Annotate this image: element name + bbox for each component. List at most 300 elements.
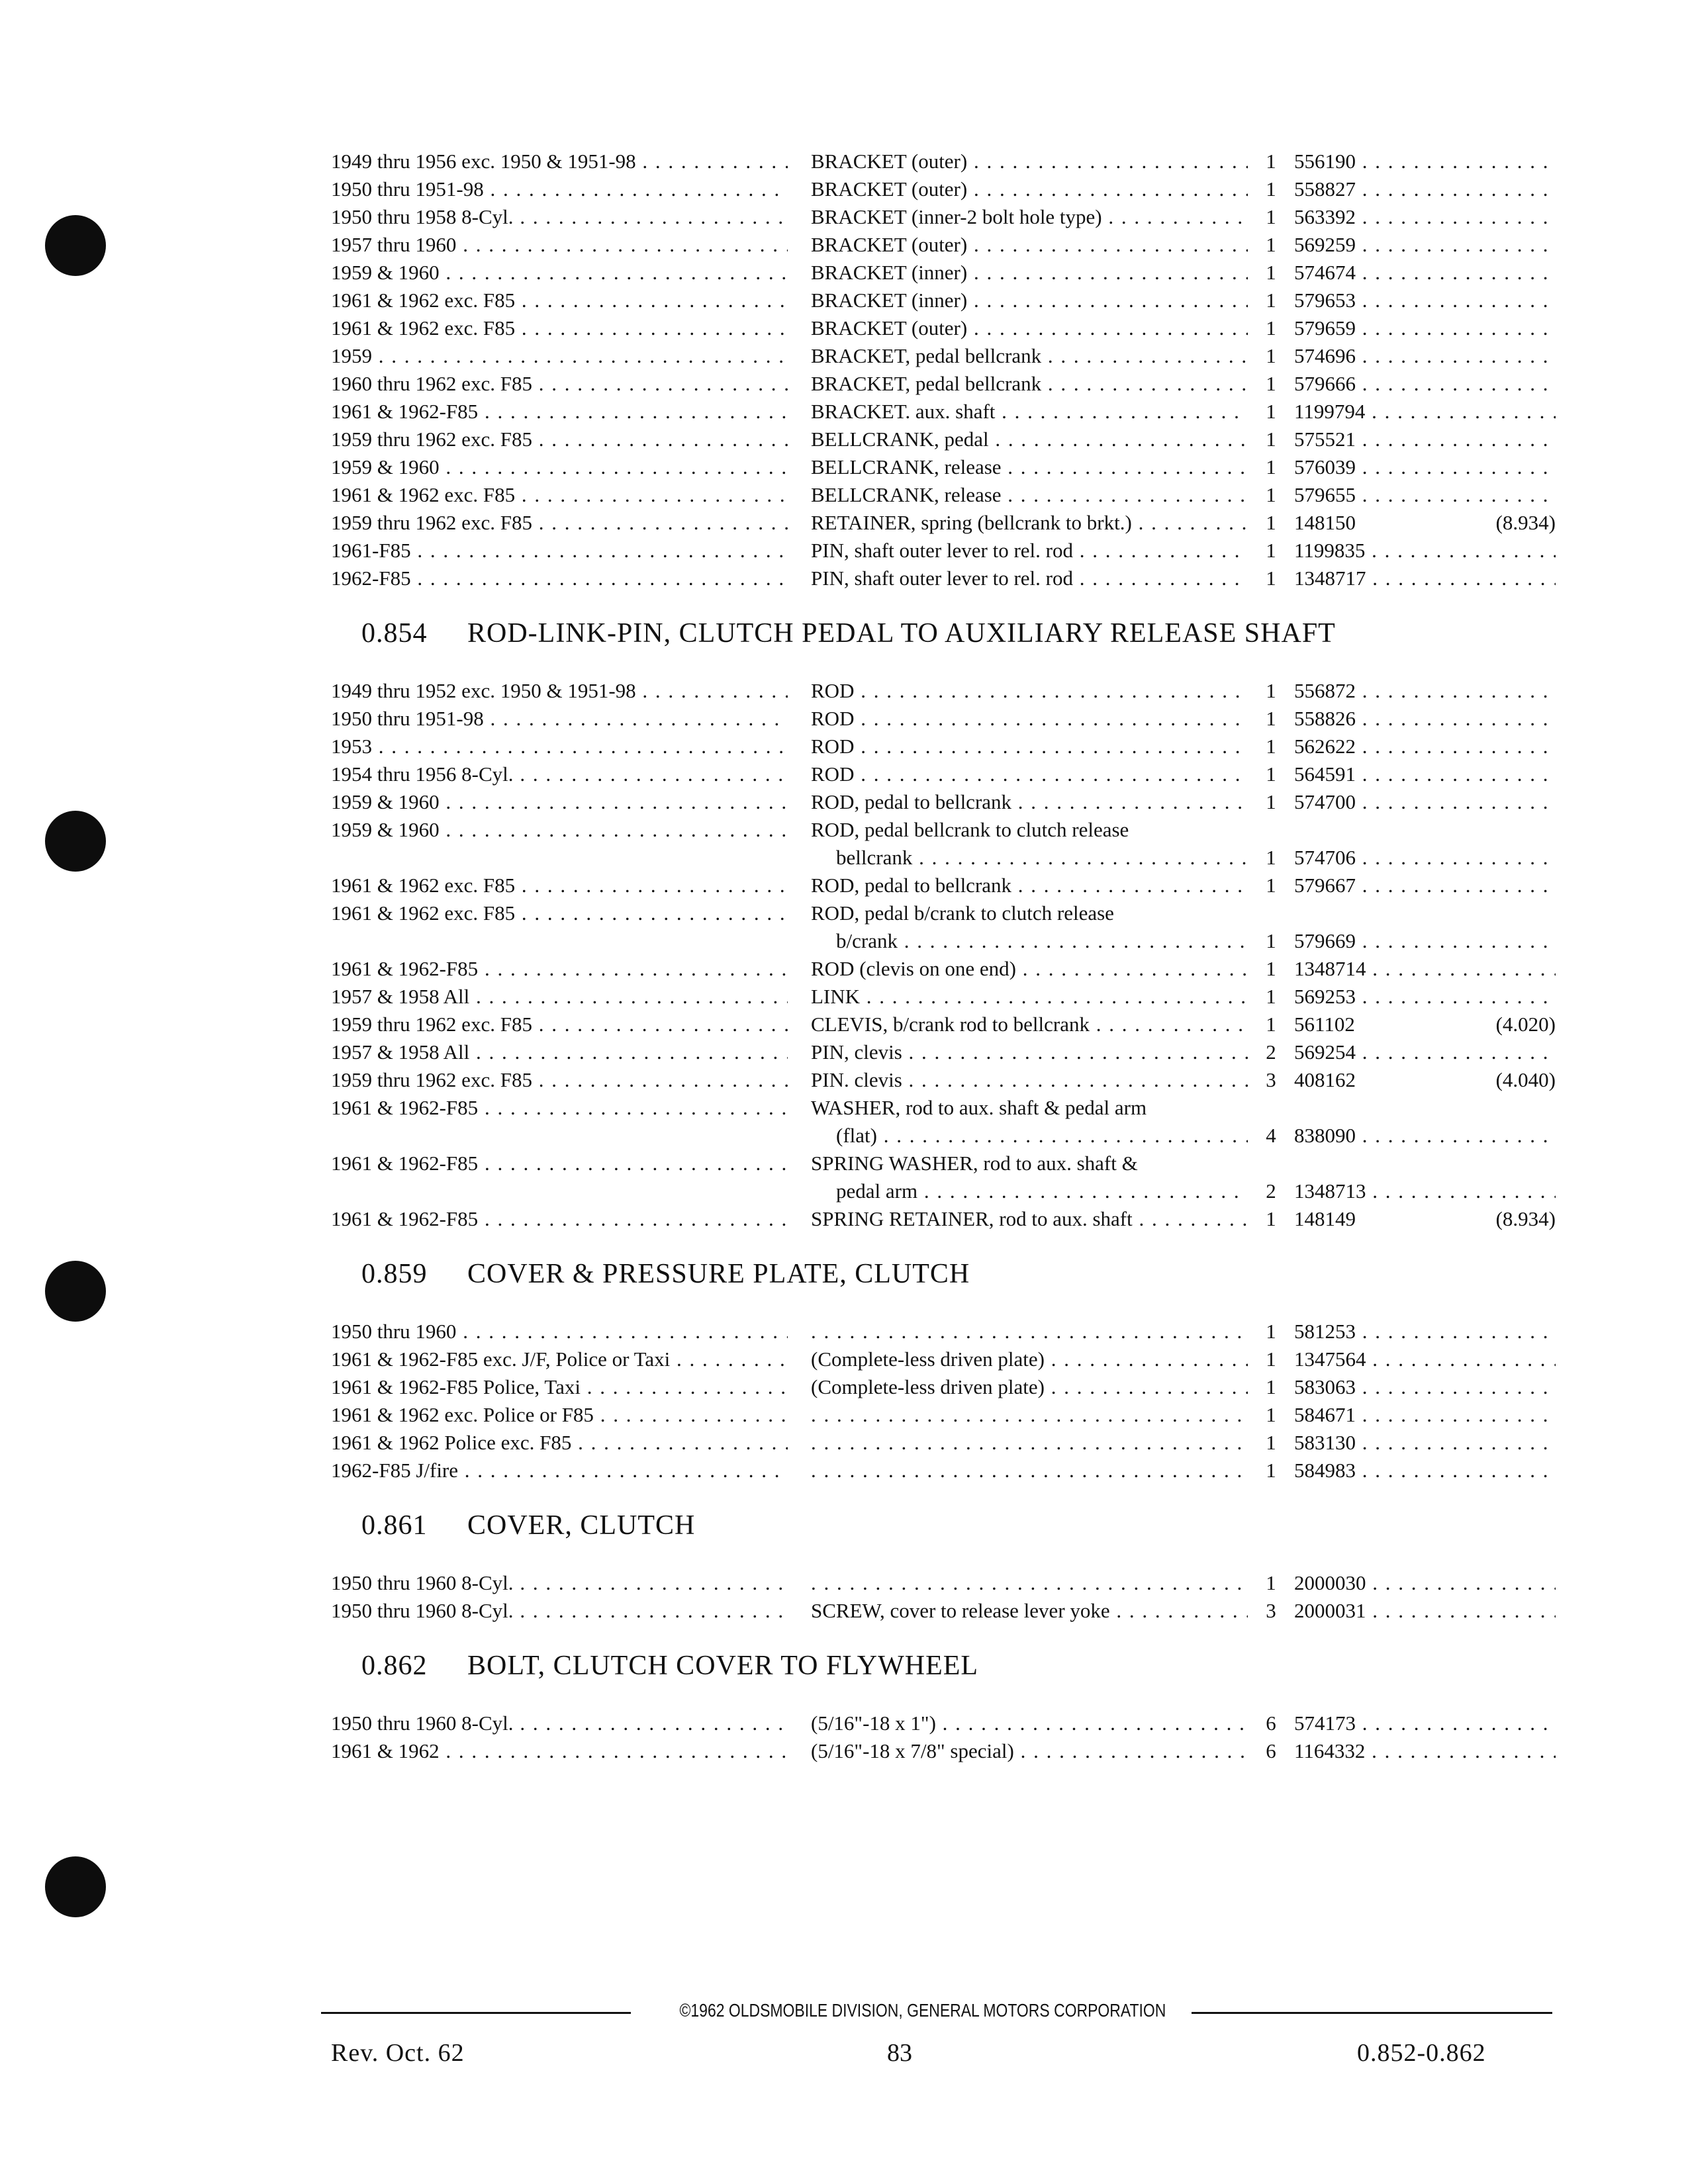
description-line <box>811 398 1248 426</box>
part-row <box>331 733 1556 760</box>
part-number: 579666 . . . <box>1294 372 1556 395</box>
part-row <box>331 148 1556 175</box>
description-cell <box>811 677 1248 705</box>
model-cell <box>331 1597 788 1625</box>
part-number-cell <box>1294 872 1556 899</box>
quantity: 1 <box>1266 150 1276 173</box>
part-number: 584671 . . . <box>1294 1403 1556 1426</box>
part-number: 584983 . . . <box>1294 1459 1556 1482</box>
description-cell <box>811 287 1248 314</box>
section-title: ROD-LINK-PIN, CLUTCH PEDAL TO AUXILIARY RELEASE SHAFT <box>467 618 1336 649</box>
model-text: 1957 & 1958 All . . . <box>331 985 788 1008</box>
description-line <box>811 955 1248 983</box>
part-number: 558827 . . . <box>1294 177 1556 201</box>
model-cell <box>331 231 788 259</box>
part-row <box>331 1737 1556 1765</box>
quantity: 1 <box>1266 455 1276 478</box>
description-text: BRACKET (inner) . . . <box>811 289 1248 312</box>
model-cell <box>331 1345 788 1373</box>
quantity: 1 <box>1266 539 1276 562</box>
model-text: 1961 & 1962 . . . <box>331 1739 788 1762</box>
description-line <box>811 175 1248 203</box>
quantity: 1 <box>1266 1375 1276 1398</box>
part-number-cell <box>1294 1038 1556 1066</box>
description-text: PIN. clevis . . . <box>811 1068 1248 1091</box>
description-text: BRACKET. aux. shaft . . . <box>811 400 1248 423</box>
model-cell <box>331 314 788 342</box>
quantity: 1 <box>1266 1347 1276 1371</box>
model-text: 1959 & 1960 . . . <box>331 455 788 478</box>
part-number-cell <box>1294 426 1556 453</box>
part-number: 1164332 . . . <box>1294 1739 1556 1762</box>
part-number: 569259 . . . <box>1294 233 1556 256</box>
description-text <box>811 1403 1248 1426</box>
description-cell <box>811 1150 1248 1205</box>
model-cell <box>331 509 788 537</box>
group-reference: (4.040) <box>1492 1066 1556 1094</box>
part-row <box>331 1345 1556 1373</box>
model-text: 1959 & 1960 . . . <box>331 261 788 284</box>
part-row <box>331 1709 1556 1737</box>
model-cell <box>331 1318 788 1345</box>
description-text <box>811 1320 1248 1343</box>
description-text: RETAINER, spring (bellcrank to brkt.) . . . <box>811 511 1248 534</box>
part-row <box>331 1569 1556 1597</box>
part-number-cell <box>1294 705 1556 733</box>
description-line <box>811 1569 1248 1597</box>
part-number-cell <box>1294 1597 1556 1625</box>
description-text: ROD, pedal to bellcrank . . . <box>811 790 1248 813</box>
model-cell <box>331 453 788 481</box>
part-number-cell <box>1294 259 1556 287</box>
quantity: 1 <box>1266 428 1276 451</box>
description-cell <box>811 816 1248 872</box>
description-text: (flat) . . . <box>836 1124 1248 1147</box>
description-text: BRACKET (outer) . . . <box>811 177 1248 201</box>
section-number: 0.859 <box>361 1259 428 1289</box>
section-title: COVER & PRESSURE PLATE, CLUTCH <box>467 1259 970 1289</box>
description-line <box>811 203 1248 231</box>
part-row <box>331 955 1556 983</box>
description-text: PIN, shaft outer lever to rel. rod . . . <box>811 539 1248 562</box>
description-cell <box>811 426 1248 453</box>
model-cell <box>331 203 788 231</box>
model-text: 1950 thru 1960 8-Cyl. . . . <box>331 1571 788 1594</box>
model-cell <box>331 1205 788 1233</box>
description-line <box>811 872 1248 899</box>
description-line <box>811 983 1248 1011</box>
description-line <box>811 342 1248 370</box>
quantity: 1 <box>1266 1571 1276 1594</box>
part-row <box>331 1150 1556 1205</box>
description-line <box>811 1177 1248 1205</box>
part-row <box>331 760 1556 788</box>
quantity: 1 <box>1266 1403 1276 1426</box>
description-cell <box>811 1457 1248 1484</box>
description-line <box>811 705 1248 733</box>
part-row <box>331 537 1556 565</box>
part-number-cell <box>1294 788 1556 816</box>
part-number-cell <box>1294 1318 1556 1345</box>
part-row <box>331 1457 1556 1484</box>
part-row <box>331 1429 1556 1457</box>
model-cell <box>331 1150 788 1177</box>
part-number-cell <box>1294 844 1556 872</box>
part-number: 408162 <box>1294 1068 1356 1091</box>
model-cell <box>331 1737 788 1765</box>
description-text: BELLCRANK, pedal . . . <box>811 428 1248 451</box>
part-number: 1348713 . . . <box>1294 1179 1556 1203</box>
model-text: 1953 . . . <box>331 735 788 758</box>
description-line <box>811 481 1248 509</box>
part-number-cell <box>1294 1205 1556 1233</box>
part-number: 574700 . . . <box>1294 790 1556 813</box>
part-number-cell <box>1294 148 1556 175</box>
quantity: 1 <box>1266 846 1276 869</box>
part-number: 558826 . . . <box>1294 707 1556 730</box>
description-line <box>811 1345 1248 1373</box>
model-text: 1950 thru 1951-98 . . . <box>331 177 788 201</box>
group-reference: (8.934) <box>1492 509 1556 537</box>
description-cell <box>811 537 1248 565</box>
section-number: 0.861 <box>361 1510 428 1541</box>
section-heading <box>331 592 1556 677</box>
model-text: 1961 & 1962-F85 . . . <box>331 400 788 423</box>
model-text: 1959 . . . <box>331 344 788 367</box>
part-row <box>331 398 1556 426</box>
description-line <box>811 760 1248 788</box>
part-row <box>331 370 1556 398</box>
part-row <box>331 287 1556 314</box>
part-number: 579659 . . . <box>1294 316 1556 340</box>
model-text: 1962-F85 . . . <box>331 567 788 590</box>
part-row <box>331 314 1556 342</box>
part-number-cell <box>1294 1011 1556 1038</box>
footer-rule-right <box>1192 2012 1552 2014</box>
part-number: 574706 . . . <box>1294 846 1556 869</box>
part-row <box>331 1038 1556 1066</box>
description-line <box>811 733 1248 760</box>
model-cell <box>331 705 788 733</box>
description-cell <box>811 398 1248 426</box>
quantity: 2 <box>1266 1040 1276 1064</box>
part-number: 581253 . . . <box>1294 1320 1556 1343</box>
quantity: 1 <box>1266 790 1276 813</box>
quantity: 1 <box>1266 874 1276 897</box>
description-line <box>811 1373 1248 1401</box>
description-line <box>811 1401 1248 1429</box>
part-row <box>331 788 1556 816</box>
quantity: 1 <box>1266 929 1276 952</box>
footer-rule-left <box>321 2012 631 2014</box>
part-number: 563392 . . . <box>1294 205 1556 228</box>
model-text: 1950 thru 1960 . . . <box>331 1320 788 1343</box>
description-line <box>811 370 1248 398</box>
part-number-cell <box>1294 983 1556 1011</box>
quantity: 1 <box>1266 735 1276 758</box>
description-cell <box>811 1569 1248 1597</box>
description-cell <box>811 1318 1248 1345</box>
model-cell <box>331 872 788 899</box>
part-row <box>331 899 1556 955</box>
description-cell <box>811 760 1248 788</box>
quantity: 1 <box>1266 1459 1276 1482</box>
model-text: 1962-F85 J/fire . . . <box>331 1459 788 1482</box>
part-row <box>331 1011 1556 1038</box>
model-text: 1959 thru 1962 exc. F85 . . . <box>331 511 788 534</box>
part-number: 148149 <box>1294 1207 1356 1230</box>
part-number-cell <box>1294 1457 1556 1484</box>
quantity: 4 <box>1266 1124 1276 1147</box>
part-number: 574696 . . . <box>1294 344 1556 367</box>
part-number-cell <box>1294 509 1556 537</box>
description-text: ROD . . . <box>811 762 1248 786</box>
description-text: SCREW, cover to release lever yoke . . . <box>811 1599 1248 1622</box>
footer-revision: Rev. Oct. 62 <box>331 2039 465 2067</box>
model-text: 1961 & 1962 exc. F85 . . . <box>331 874 788 897</box>
description-cell <box>811 955 1248 983</box>
part-number: 561102 <box>1294 1013 1355 1036</box>
part-number: 556190 . . . <box>1294 150 1556 173</box>
part-row <box>331 1401 1556 1429</box>
description-line <box>811 1709 1248 1737</box>
quantity: 1 <box>1266 1013 1276 1036</box>
quantity: 1 <box>1266 344 1276 367</box>
description-cell <box>811 1709 1248 1737</box>
part-number-cell <box>1294 1177 1556 1205</box>
part-row <box>331 1066 1556 1094</box>
model-cell <box>331 1094 788 1122</box>
model-text: 1961 & 1962-F85 exc. J/F, Police or Taxi . . . <box>331 1347 788 1371</box>
description-text <box>811 1431 1248 1454</box>
part-number: 579667 . . . <box>1294 874 1556 897</box>
description-text: ROD (clevis on one end) . . . <box>811 957 1248 980</box>
part-number-cell <box>1294 955 1556 983</box>
description-cell <box>811 1066 1248 1094</box>
quantity: 1 <box>1266 957 1276 980</box>
binder-hole-3 <box>45 1261 106 1322</box>
quantity: 1 <box>1266 261 1276 284</box>
part-number-cell <box>1294 342 1556 370</box>
description-line <box>811 677 1248 705</box>
quantity: 1 <box>1266 316 1276 340</box>
model-cell <box>331 788 788 816</box>
part-row <box>331 1597 1556 1625</box>
description-cell <box>811 1737 1248 1765</box>
description-cell <box>811 370 1248 398</box>
quantity: 1 <box>1266 400 1276 423</box>
description-line <box>811 1094 1248 1122</box>
description-text: BRACKET (outer) . . . <box>811 233 1248 256</box>
part-number-cell <box>1294 1737 1556 1765</box>
model-cell <box>331 1569 788 1597</box>
model-text: 1961-F85 . . . <box>331 539 788 562</box>
description-line <box>811 927 1248 955</box>
description-text <box>811 1459 1248 1482</box>
binder-hole-2 <box>45 811 106 872</box>
part-number-cell <box>1294 677 1556 705</box>
part-row <box>331 453 1556 481</box>
model-text: 1961 & 1962 exc. F85 . . . <box>331 316 788 340</box>
model-text: 1949 thru 1956 exc. 1950 & 1951-98 . . . <box>331 150 788 173</box>
description-cell <box>811 1094 1248 1150</box>
description-line <box>811 899 1248 927</box>
model-text: 1959 thru 1962 exc. F85 . . . <box>331 1013 788 1036</box>
description-cell <box>811 314 1248 342</box>
description-cell <box>811 203 1248 231</box>
part-number: 2000030 . . . <box>1294 1571 1556 1594</box>
part-number-cell <box>1294 1122 1556 1150</box>
part-number-cell <box>1294 760 1556 788</box>
part-number-cell <box>1294 1345 1556 1373</box>
part-number-cell <box>1294 1429 1556 1457</box>
part-number: 579653 . . . <box>1294 289 1556 312</box>
part-row <box>331 175 1556 203</box>
model-cell <box>331 426 788 453</box>
part-number-cell <box>1294 314 1556 342</box>
quantity: 1 <box>1266 483 1276 506</box>
description-text: ROD . . . <box>811 735 1248 758</box>
part-row <box>331 1318 1556 1345</box>
quantity: 1 <box>1266 679 1276 702</box>
quantity: 1 <box>1266 707 1276 730</box>
part-row <box>331 1373 1556 1401</box>
description-text: LINK . . . <box>811 985 1248 1008</box>
binder-hole-4 <box>45 1856 106 1917</box>
model-text: 1950 thru 1958 8-Cyl. . . . <box>331 205 788 228</box>
model-text: 1961 & 1962 exc. F85 . . . <box>331 483 788 506</box>
description-cell <box>811 509 1248 537</box>
top-spacer <box>331 136 1556 148</box>
description-text: (5/16"-18 x 1") . . . <box>811 1711 1248 1735</box>
description-cell <box>811 1038 1248 1066</box>
model-cell <box>331 148 788 175</box>
model-text: 1949 thru 1952 exc. 1950 & 1951-98 . . . <box>331 679 788 702</box>
part-number-cell <box>1294 287 1556 314</box>
description-line <box>811 426 1248 453</box>
model-text: 1959 & 1960 . . . <box>331 790 788 813</box>
model-text: 1959 & 1960 . . . <box>331 818 788 841</box>
quantity: 1 <box>1266 205 1276 228</box>
quantity: 1 <box>1266 1431 1276 1454</box>
model-text: 1961 & 1962-F85 . . . <box>331 957 788 980</box>
description-cell <box>811 1597 1248 1625</box>
description-text: CLEVIS, b/crank rod to bellcrank . . . <box>811 1013 1248 1036</box>
quantity: 1 <box>1266 511 1276 534</box>
description-text: BRACKET (outer) . . . <box>811 316 1248 340</box>
section-number: 0.854 <box>361 618 428 649</box>
description-line <box>811 1038 1248 1066</box>
model-cell <box>331 1457 788 1484</box>
part-row <box>331 1094 1556 1150</box>
model-text: 1961 & 1962 Police exc. F85 . . . <box>331 1431 788 1454</box>
model-text: 1960 thru 1962 exc. F85 . . . <box>331 372 788 395</box>
description-text: (5/16"-18 x 7/8" special) . . . <box>811 1739 1248 1762</box>
description-cell <box>811 259 1248 287</box>
group-reference: (8.934) <box>1492 1205 1556 1233</box>
model-cell <box>331 816 788 844</box>
description-cell <box>811 733 1248 760</box>
model-cell <box>331 1373 788 1401</box>
description-line <box>811 1150 1248 1177</box>
description-line <box>811 816 1248 844</box>
part-number: 556872 . . . <box>1294 679 1556 702</box>
part-row <box>331 677 1556 705</box>
description-line <box>811 844 1248 872</box>
model-cell <box>331 342 788 370</box>
section-heading <box>331 1625 1556 1709</box>
part-row <box>331 259 1556 287</box>
description-text: ROD, pedal bellcrank to clutch release <box>811 818 1129 841</box>
description-cell <box>811 1345 1248 1373</box>
description-line <box>811 565 1248 592</box>
quantity: 6 <box>1266 1711 1276 1735</box>
description-text: BRACKET, pedal bellcrank . . . <box>811 344 1248 367</box>
description-cell <box>811 481 1248 509</box>
model-cell <box>331 287 788 314</box>
model-cell <box>331 259 788 287</box>
model-cell <box>331 175 788 203</box>
section-title: BOLT, CLUTCH COVER TO FLYWHEEL <box>467 1651 979 1681</box>
footer-copyright: ©1962 OLDSMOBILE DIVISION, GENERAL MOTORS CORPORATION <box>679 2000 1166 2021</box>
description-cell <box>811 565 1248 592</box>
description-line <box>811 453 1248 481</box>
parts-list <box>331 136 1556 1765</box>
part-number: 2000031 . . . <box>1294 1599 1556 1622</box>
model-text: 1961 & 1962 exc. Police or F85 . . . <box>331 1403 788 1426</box>
section-heading <box>331 1484 1556 1569</box>
description-text: BRACKET, pedal bellcrank . . . <box>811 372 1248 395</box>
quantity: 1 <box>1266 289 1276 312</box>
description-line <box>811 1318 1248 1345</box>
description-text: PIN, shaft outer lever to rel. rod . . . <box>811 567 1248 590</box>
description-line <box>811 287 1248 314</box>
part-number-cell <box>1294 370 1556 398</box>
description-line <box>811 1597 1248 1625</box>
part-number-cell <box>1294 453 1556 481</box>
part-number-cell <box>1294 537 1556 565</box>
description-cell <box>811 175 1248 203</box>
part-number-cell <box>1294 231 1556 259</box>
description-cell <box>811 983 1248 1011</box>
quantity: 1 <box>1266 233 1276 256</box>
binder-hole-1 <box>45 215 106 276</box>
description-line <box>811 1429 1248 1457</box>
section-number: 0.862 <box>361 1651 428 1681</box>
description-line <box>811 148 1248 175</box>
description-text: WASHER, rod to aux. shaft & pedal arm <box>811 1096 1147 1119</box>
model-text: 1961 & 1962-F85 . . . <box>331 1207 788 1230</box>
quantity: 1 <box>1266 1320 1276 1343</box>
model-cell <box>331 1066 788 1094</box>
description-line <box>811 1205 1248 1233</box>
description-cell <box>811 872 1248 899</box>
part-number-cell <box>1294 1401 1556 1429</box>
part-number: 838090 . . . <box>1294 1124 1556 1147</box>
description-cell <box>811 1373 1248 1401</box>
quantity: 1 <box>1266 372 1276 395</box>
description-text: BRACKET (inner-2 bolt hole type) . . . <box>811 205 1248 228</box>
part-number-cell <box>1294 927 1556 955</box>
model-text: 1950 thru 1960 8-Cyl. . . . <box>331 1711 788 1735</box>
description-text: (Complete-less driven plate) . . . <box>811 1347 1248 1371</box>
description-cell <box>811 1205 1248 1233</box>
part-number-cell <box>1294 1709 1556 1737</box>
model-cell <box>331 1429 788 1457</box>
model-text: 1957 & 1958 All . . . <box>331 1040 788 1064</box>
section-heading <box>331 1233 1556 1318</box>
part-row <box>331 1205 1556 1233</box>
